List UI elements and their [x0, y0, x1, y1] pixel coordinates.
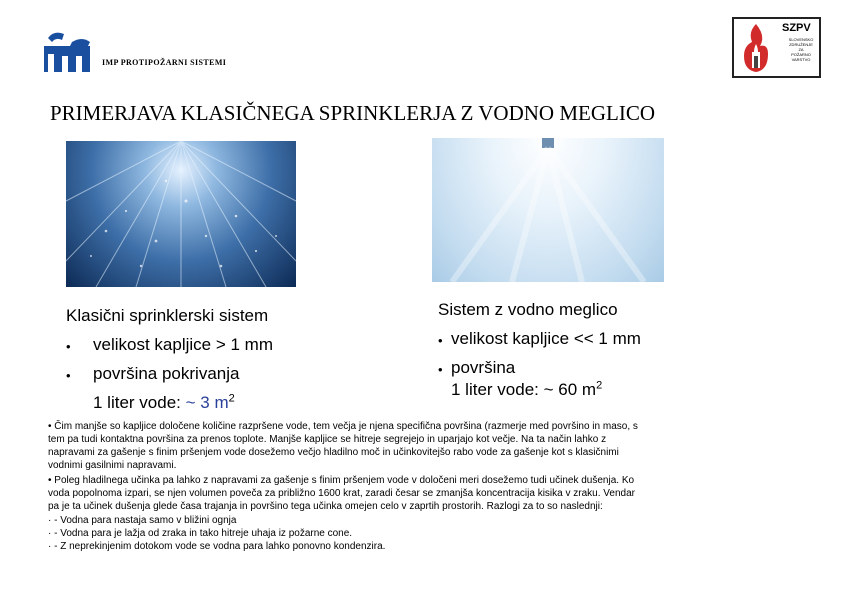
water-mist-list [438, 300, 758, 410]
badge-text: SLOVENSKO ZDRUŽENJE ZA POŽARNO VARSTVO [788, 37, 814, 62]
classic-coverage-value: 1 liter vode: ~ 3 $m^2$ [93, 392, 235, 412]
bullet: • [66, 368, 71, 383]
imp-logo [42, 28, 92, 76]
note-line: tem pa tudi kontaktna površina za prenos toplote. Manjše kapljice se hitreje segrejejo in uparjajo kot večje. Na ta način lahko z [48, 434, 607, 445]
classic-coverage: površina pokrivanja [93, 364, 240, 383]
note-line: · - Vodna para nastaja samo v bližini ognja [48, 515, 237, 526]
bullet: • [66, 339, 71, 354]
classic-sprinkler-photo [66, 141, 296, 287]
note-line: vodnimi gasilnimi napravami. [48, 460, 177, 471]
classic-droplet-size: velikost kapljice > 1 mm [93, 335, 273, 354]
note-line: • Poleg hladilnega učinka pa lahko z napravami za gašenje s finim pršenjem vode v določeni meri dosežemo tudi učinek dušenja. Ko [48, 475, 635, 486]
bullet: • [438, 333, 443, 348]
note-line: · - Vodna para je lažja od zraka in tako hitreje uhaja iz požarne cone. [48, 528, 353, 539]
classic-sprinkler-list [66, 306, 366, 416]
szpv-badge [732, 17, 821, 78]
company-name: IMP PROTIPOŽARNI SISTEMI [102, 58, 227, 67]
water-mist-photo [432, 138, 664, 282]
mist-heading: Sistem z vodno meglico [438, 300, 618, 319]
flame-icon [738, 22, 774, 74]
classic-heading: Klasični sprinklerski sistem [66, 306, 269, 325]
note-line: voda popolnoma izpari, se njen volumen poveča za približno 1600 krat, zaradi česar se zmanjša koncentracija kisika v zraku. Vendar [48, 488, 635, 499]
page-title: PRIMERJAVA KLASIČNEGA SPRINKLERJA Z VODNO MEGLICO [50, 101, 656, 125]
note-line: pa je ta učinek dušenja glede časa trajanja in površino tega učinka omejen celo v zaprtih prostorih. Razlogi za to so naslednji: [48, 501, 603, 512]
note-line: • Čim manjše so kapljice določene količine razpršene vode, tem večja je njena specifična površina (razmerje med površino in maso, s [48, 421, 638, 432]
note-line: · - Z neprekinjenim dotokom vode se vodna para lahko ponovno kondenzira. [48, 541, 386, 552]
mist-droplet-size: velikost kapljice << 1 mm [451, 329, 641, 348]
mist-coverage-value: 1 liter vode: ~ 60 $m^2$ [451, 379, 603, 399]
bullet: • [438, 362, 443, 377]
note-line: napravami za gašenje s finim pršenjem vode dosežemo večjo hladilno moč in učinkovitejšo rabo vode za gašenje kot s klasičnimi [48, 447, 619, 458]
badge-code: SZPV [782, 22, 811, 34]
mist-coverage: površina [451, 358, 516, 377]
